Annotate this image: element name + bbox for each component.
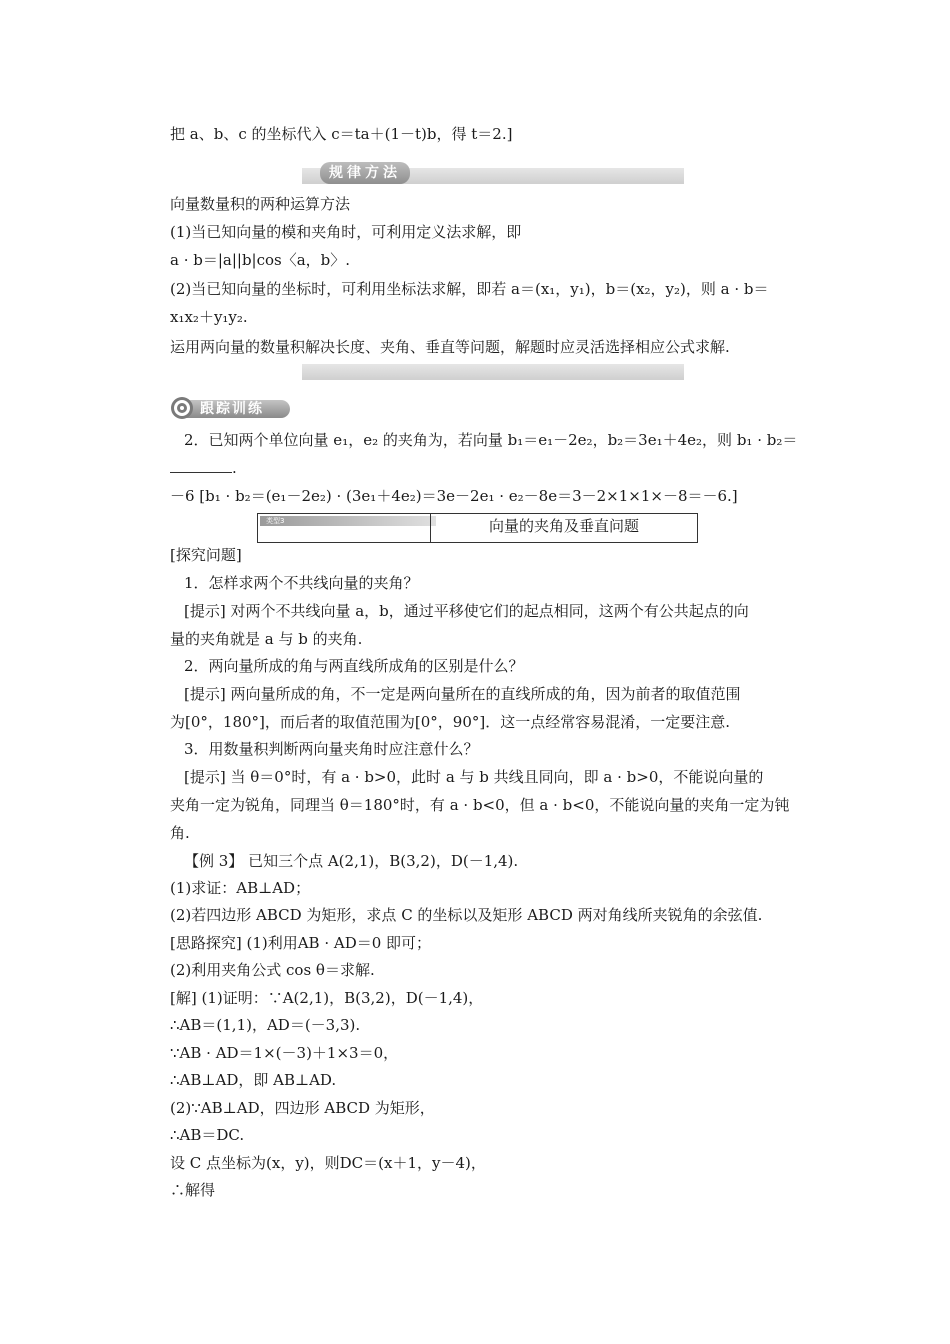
solution-line-1: [解] (1)证明：∵A(2,1)，B(3,2)，D(－1,4)， [170, 989, 484, 1007]
explore-answer-2-cont: 为[0°，180°]，而后者的取值范围为[0°，90°]．这一点经常容易混淆，一定要注意. [170, 713, 730, 731]
example-idea-1: [思路探究] (1)利用AB · AD＝0 即可； [170, 934, 432, 952]
example-title: 【例 3】 已知三个点 A(2,1)，B(3,2)，D(－1,4). [184, 852, 519, 870]
solution-line-6: ∴AB＝DC. [170, 1126, 245, 1144]
tracking-label: 跟踪训练 [186, 400, 290, 418]
tracking-answer: －6 [b₁ · b₂＝(e₁－2e₂) · (3e₁＋4e₂)＝3e－2e₁ · e₂－8e＝3－2×1×1×－8＝－6.] [170, 487, 738, 505]
solution-line-7: 设 C 点坐标为(x，y)，则DC＝(x＋1，y－4)， [170, 1154, 486, 1172]
tracking-question-2: 2．已知两个单位向量 e₁，e₂ 的夹角为，若向量 b₁＝e₁－2e₂，b₂＝3e₁＋4e₂，则 b₁ · b₂＝ [184, 431, 798, 449]
type-tag: 类型3 [260, 516, 436, 526]
solution-line-8: ∴解得 [170, 1181, 216, 1199]
solution-line-5: (2)∵AB⊥AD，四边形 ABCD 为矩形， [170, 1099, 435, 1117]
solution-line-2: ∴AB＝(1,1)，AD＝(－3,3). [170, 1016, 361, 1034]
rule-point-2: (2)当已知向量的坐标时，可利用坐标法求解，即若 a＝(x₁，y₁)，b＝(x₂，y₂)，则 a · b＝ [170, 280, 769, 298]
solution-line-3: ∵AB · AD＝1×(－3)＋1×3＝0， [170, 1044, 399, 1062]
rule-summary: 运用两向量的数量积解决长度、夹角、垂直等问题，解题时应灵活选择相应公式求解. [170, 338, 730, 356]
rule-label: 规律方法 [320, 162, 410, 184]
rule-formula-1: a · b＝|a||b|cos〈a，b〉. [170, 251, 351, 269]
explore-answer-2: [提示] 两向量所成的角，不一定是两向量所在的直线所成的角，因为前者的取值范围 [184, 685, 741, 703]
rule-heading: 向量数量积的两种运算方法 [170, 195, 351, 213]
rule-point-1: (1)当已知向量的模和夹角时，可利用定义法求解，即 [170, 223, 522, 241]
rule-bar-bottom [302, 364, 684, 380]
explore-answer-3-cont: 夹角一定为锐角，同理当 θ＝180°时，有 a · b<0，但 a · b<0，不能说向量的夹角一定为钝 [170, 796, 790, 814]
rule-point-2-cont: x₁x₂＋y₁y₂. [170, 308, 248, 326]
top-line: 把 a、b、c 的坐标代入 c＝ta＋(1－t)b，得 t＝2.] [170, 125, 513, 143]
answer-blank [170, 458, 232, 473]
example-part-1: (1)求证：AB⊥AD； [170, 879, 311, 897]
example-part-2: (2)若四边形 ABCD 为矩形，求点 C 的坐标以及矩形 ABCD 两对角线所夹锐角的余弦值. [170, 906, 763, 924]
type-box [257, 513, 698, 543]
explore-question-3: 3．用数量积判断两向量夹角时应注意什么？ [184, 740, 479, 758]
explore-question-1: 1．怎样求两个不共线向量的夹角？ [184, 574, 419, 592]
explore-answer-3: [提示] 当 θ＝0°时，有 a · b>0，此时 a 与 b 共线且同向，即 a · b>0，不能说向量的 [184, 768, 764, 786]
tracking-header [170, 396, 290, 422]
explore-answer-1: [提示] 对两个不共线向量 a，b，通过平移使它们的起点相同，这两个有公共起点的向 [184, 602, 749, 620]
explore-header: [探究问题] [170, 546, 242, 564]
explore-question-2: 2．两向量所成的角与两直线所成角的区别是什么？ [184, 657, 524, 675]
example-idea-2: (2)利用夹角公式 cos θ＝求解. [170, 961, 375, 979]
explore-answer-1-cont: 量的夹角就是 a 与 b 的夹角. [170, 630, 363, 648]
tracking-question-2-cont: . [170, 458, 237, 478]
type-title: 向量的夹角及垂直问题 [488, 517, 639, 535]
solution-line-4: ∴AB⊥AD，即 AB⊥AD. [170, 1071, 337, 1089]
explore-answer-3-end: 角. [170, 824, 190, 842]
target-icon [170, 396, 194, 420]
